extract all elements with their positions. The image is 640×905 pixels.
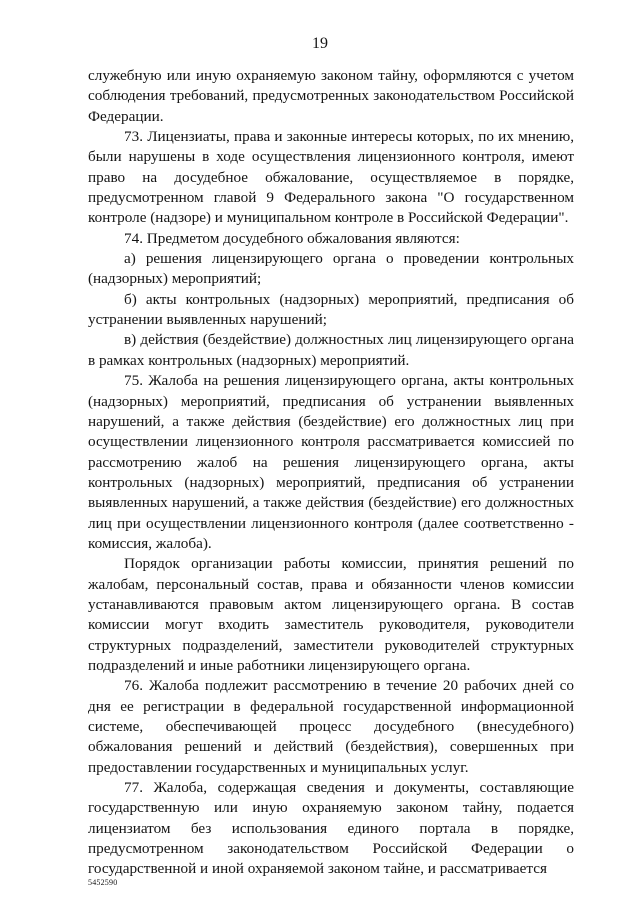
paragraph-item-76: 76. Жалоба подлежит рассмотрению в течение 20 рабочих дней со дня ее регистрации в федеральной государственной информационной системе, обеспечивающей процесс досудебного (внесудебного) обжалования решений и действий (бездействия), совершенных при предоставлении государственных и муниципальных услуг. — [88, 677, 574, 776]
paragraph-item-73: 73. Лицензиаты, права и законные интересы которых, по их мнению, были нарушены в ходе осуществления лицензионного контроля, имеют право на досудебное обжалование, осуществляемое в порядке, предусмотренном главой 9 Федерального закона "О государственном контроле (надзоре) и муниципальном контроле в Российской Федерации". — [88, 128, 574, 227]
paragraph-item-75: 75. Жалоба на решения лицензирующего органа, акты контрольных (надзорных) мероприятий, предписания об устранении выявленных нарушений, а также действия (бездействие) его должностных лиц при осуществлении лицензионного контроля рассматривается комиссией по рассмотрению жалоб на решения лицензирующего органа, акты контрольных (надзорных) мероприятий, предписания об устранении выявленных нарушений, а также действия (бездействие) его должностных лиц при осуществлении лицензионного контроля (далее соответственно - комиссия, жалоба). — [88, 372, 574, 552]
page-number: 19 — [312, 35, 328, 52]
paragraph-continuation: служебную или иную охраняемую законом тайну, оформляются с учетом соблюдения требований, предусмотренных законодательством Российской Федерации. — [88, 67, 574, 125]
document-code: 5452590 — [88, 878, 118, 887]
paragraph-subitem-b: б) акты контрольных (надзорных) мероприятий, предписания об устранении выявленных нарушений; — [88, 290, 574, 329]
paragraph-item-74: 74. Предметом досудебного обжалования являются: — [124, 229, 460, 247]
paragraph-item-77: 77. Жалоба, содержащая сведения и документы, составляющие государственную или иную охраняемую законом тайну, подается лицензиатом без использования единого портала в порядке, предусмотренном законодательством Российской Федерации о государственной и иной охраняемой законом тайне, и рассматривается — [88, 779, 574, 878]
document-body — [88, 66, 574, 880]
paragraph-subitem-v: в) действия (бездействие) должностных лиц лицензирующего органа в рамках контрольных (надзорных) мероприятий. — [88, 331, 574, 369]
paragraph-subitem-a: а) решения лицензирующего органа о проведении контрольных (надзорных) мероприятий; — [88, 250, 574, 288]
paragraph-commission-procedure: Порядок организации работы комиссии, принятия решений по жалобам, персональный состав, права и обязанности членов комиссии устанавливаются правовым актом лицензирующего органа. В состав комиссии могут входить заместитель руководителя, руководители структурных подразделений, заместители руководителей структурных подразделений и иные работники лицензирующего органа. — [88, 555, 574, 674]
